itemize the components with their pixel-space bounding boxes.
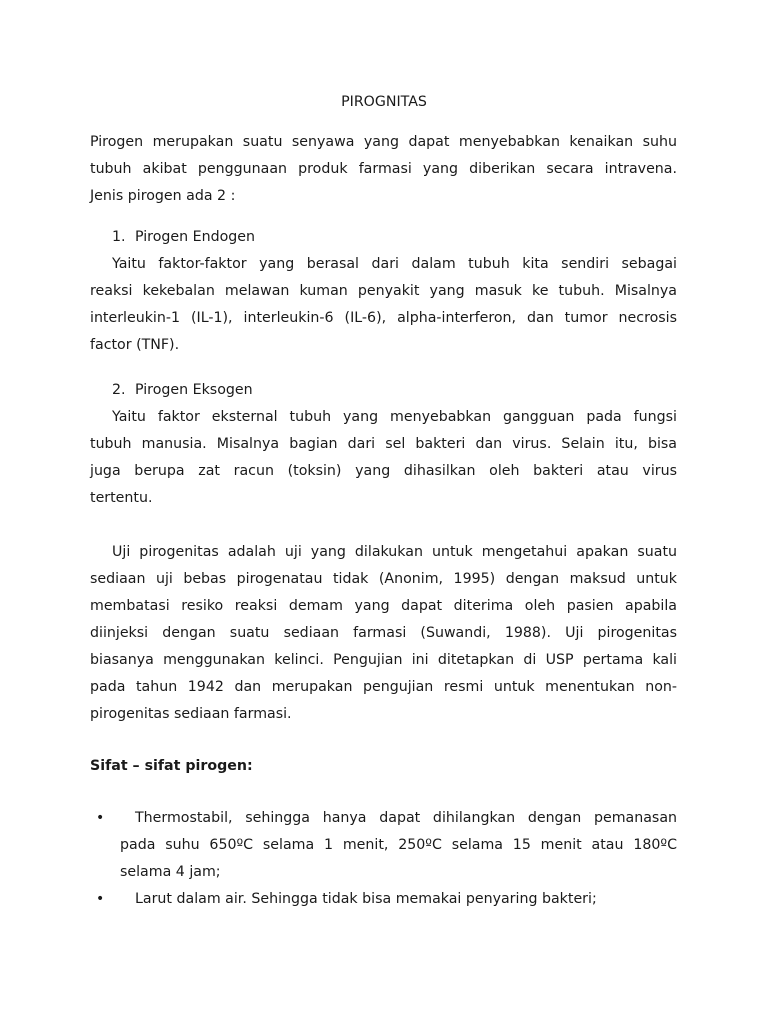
paragraph-line-7: pirogenitas sediaan farmasi.: [90, 706, 292, 722]
bullet-2-line-1: Larut dalam air. Sehingga tidak bisa memakai penyaring bakteri;: [135, 891, 597, 907]
bullet-2-symbol: •: [96, 891, 105, 907]
paragraph-line-1: Uji pirogenitas adalah uji yang dilakukan untuk mengetahui apakan suatu: [112, 544, 677, 560]
item-2-line-2: tubuh manusia. Misalnya bagian dari sel bakteri dan virus. Selain itu, bisa: [90, 436, 677, 452]
intro-line-2: tubuh akibat penggunaan produk farmasi yang diberikan secara intravena.: [90, 161, 677, 177]
item-1-line-4: factor (TNF).: [90, 337, 180, 353]
paragraph-line-2: sediaan uji bebas pirogenatau tidak (Anonim, 1995) dengan maksud untuk: [90, 571, 677, 587]
item-2-heading: Pirogen Eksogen: [135, 382, 253, 398]
bullet-1-line-3: selama 4 jam;: [120, 864, 221, 880]
section-subheading: Sifat – sifat pirogen:: [90, 758, 253, 774]
item-1-line-1: Yaitu faktor-faktor yang berasal dari dalam tubuh kita sendiri sebagai: [112, 256, 677, 272]
document-title: PIROGNITAS: [341, 94, 427, 110]
paragraph-line-4: diinjeksi dengan suatu sediaan farmasi (Suwandi, 1988). Uji pirogenitas: [90, 625, 677, 641]
item-1-number: 1.: [112, 229, 126, 245]
item-1-line-3: interleukin-1 (IL-1), interleukin-6 (IL-6), alpha-interferon, dan tumor necrosis: [90, 310, 677, 326]
paragraph-line-3: membatasi resiko reaksi demam yang dapat diterima oleh pasien apabila: [90, 598, 677, 614]
item-1-heading: Pirogen Endogen: [135, 229, 255, 245]
bullet-1-symbol: •: [96, 810, 105, 826]
paragraph-line-5: biasanya menggunakan kelinci. Pengujian ini ditetapkan di USP pertama kali: [90, 652, 677, 668]
intro-line-3: Jenis pirogen ada 2 :: [90, 188, 236, 204]
intro-line-1: Pirogen merupakan suatu senyawa yang dapat menyebabkan kenaikan suhu: [90, 134, 677, 150]
item-2-line-1: Yaitu faktor eksternal tubuh yang menyebabkan gangguan pada fungsi: [112, 409, 677, 425]
bullet-1-line-1: Thermostabil, sehingga hanya dapat dihilangkan dengan pemanasan: [135, 810, 677, 826]
item-1-line-2: reaksi kekebalan melawan kuman penyakit yang masuk ke tubuh. Misalnya: [90, 283, 677, 299]
item-2-line-3: juga berupa zat racun (toksin) yang dihasilkan oleh bakteri atau virus: [90, 463, 677, 479]
paragraph-line-6: pada tahun 1942 dan merupakan pengujian resmi untuk menentukan non-: [90, 679, 677, 695]
item-2-number: 2.: [112, 382, 126, 398]
item-2-line-4: tertentu.: [90, 490, 153, 506]
bullet-1-line-2: pada suhu 650ºC selama 1 menit, 250ºC selama 15 menit atau 180ºC: [120, 837, 677, 853]
